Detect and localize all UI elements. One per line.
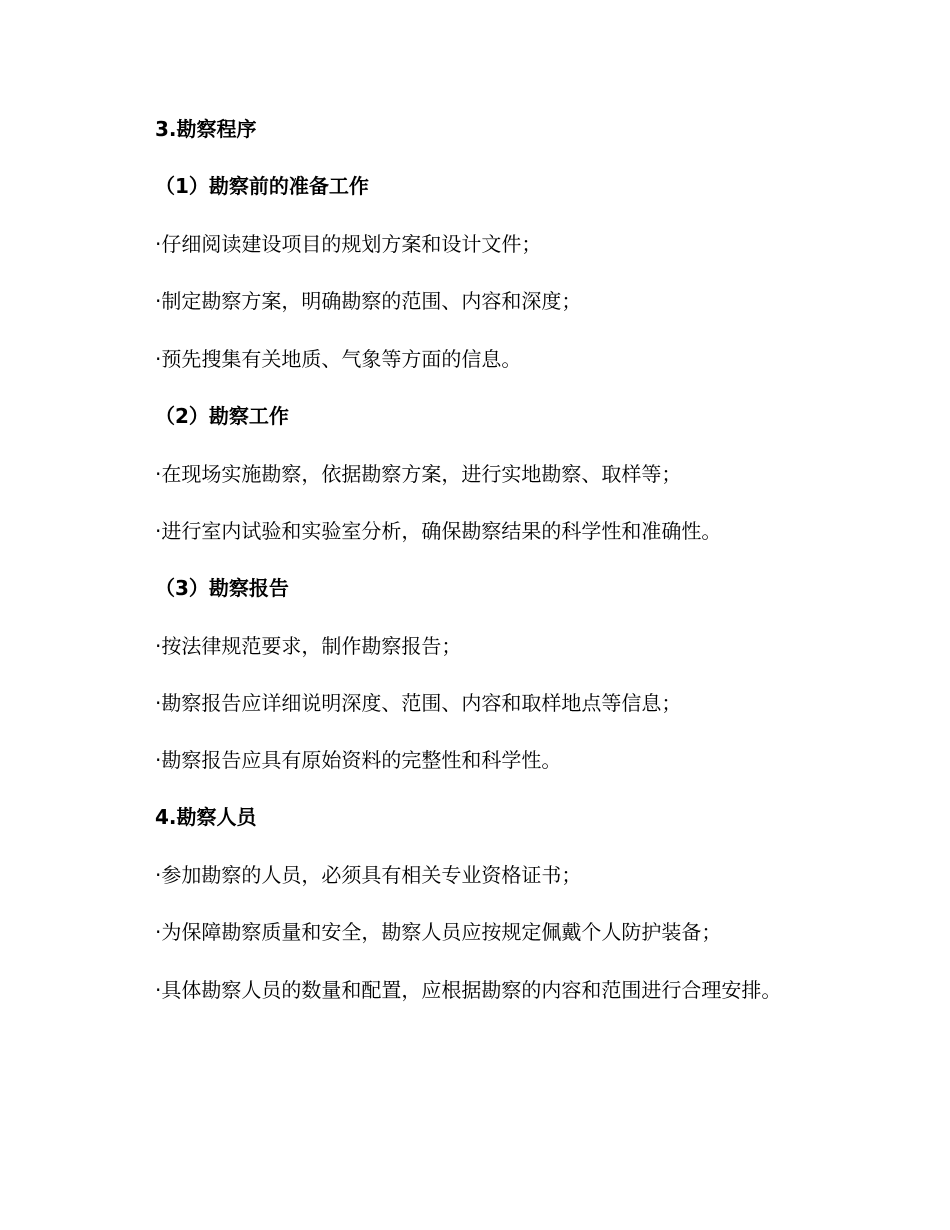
list-item: ·按法律规范要求，制作勘察报告； — [155, 634, 462, 658]
list-item: ·勘察报告应具有原始资料的完整性和科学性。 — [155, 748, 562, 772]
section-3-heading: 3.勘察程序 — [155, 117, 257, 141]
list-item: ·仔细阅读建设项目的规划方案和设计文件； — [155, 232, 542, 256]
subsection-3-heading: （3）勘察报告 — [155, 576, 289, 600]
subsection-1-heading: （1）勘察前的准备工作 — [155, 174, 369, 198]
list-item: ·为保障勘察质量和安全，勘察人员应按规定佩戴个人防护装备； — [155, 920, 722, 944]
list-item: ·预先搜集有关地质、气象等方面的信息。 — [155, 347, 522, 371]
list-item: ·勘察报告应详细说明深度、范围、内容和取样地点等信息； — [155, 691, 682, 715]
subsection-2-heading: （2）勘察工作 — [155, 404, 289, 428]
list-item: ·进行室内试验和实验室分析，确保勘察结果的科学性和准确性。 — [155, 519, 722, 543]
list-item: ·制定勘察方案，明确勘察的范围、内容和深度； — [155, 289, 582, 313]
list-item: ·参加勘察的人员，必须具有相关专业资格证书； — [155, 863, 582, 887]
list-item: ·具体勘察人员的数量和配置，应根据勘察的内容和范围进行合理安排。 — [155, 978, 782, 1002]
section-4-heading: 4.勘察人员 — [155, 805, 257, 829]
list-item: ·在现场实施勘察，依据勘察方案，进行实地勘察、取样等； — [155, 462, 682, 486]
